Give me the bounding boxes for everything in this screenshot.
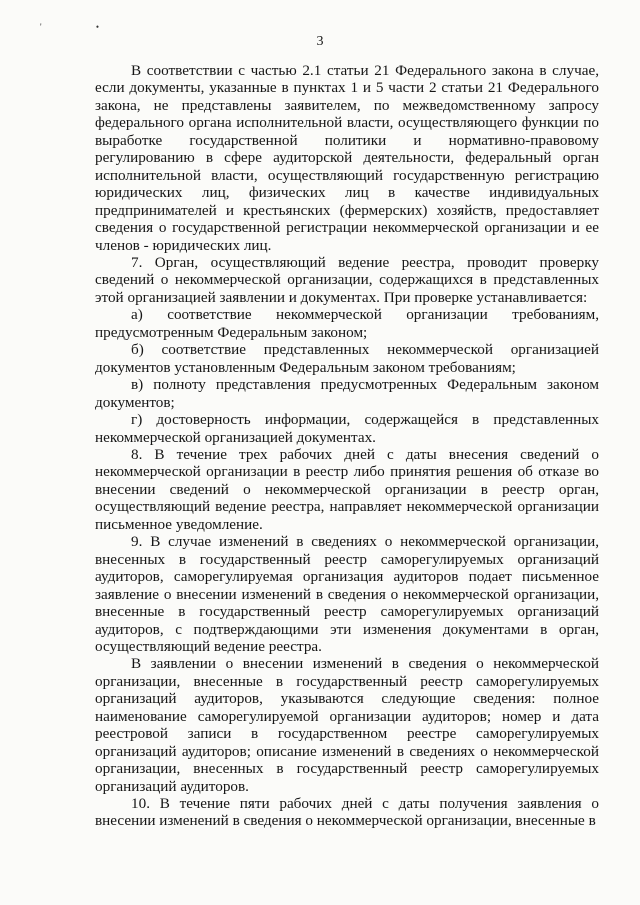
page-number: 3 [316,34,324,49]
paragraph-9: 9. В случае изменений в сведениях о некоммерческой организации, внесенных в государственный реестр саморегулируемых организаций аудиторов, саморегулируемая организация аудиторов подает письменное заявление о внесении изменений в сведения о некоммерческой организации, внесенные в государственный реестр саморегулируемых организаций аудиторов, с подтверждающими эти изменения документами в орган, осуществляющий ведение реестра. [95,533,599,655]
paragraph-7v: в) полноту представления предусмотренных Федеральным законом документов; [95,376,599,411]
paragraph-7b: б) соответствие представленных некоммерческой организацией документов установленным Федеральным законом требованиям; [95,341,599,376]
paragraph-10: 10. В течение пяти рабочих дней с даты получения заявления о внесении изменений в сведения о некоммерческой организации, внесенные в [95,795,599,830]
paragraph-registration-info: В соответствии с частью 2.1 статьи 21 Федерального закона в случае, если документы, указанные в пунктах 1 и 5 части 2 статьи 21 Федерального закона, не представлены заявителем, по межведомственному запросу федерального органа исполнительной власти, осуществляющего функции по выработке государственной политики и нормативно-правовому регулированию в сфере аудиторской деятельности, федеральный орган исполнительной власти, осуществляющий государственную регистрацию юридических лиц, физических лиц в качестве индивидуальных предпринимателей и крестьянских (фермерских) хозяйств, предоставляет сведения о государственной регистрации некоммерческой организации и ее членов - юридических лиц. [95,62,599,254]
scan-marks: ' • [40,22,126,32]
document-body [95,62,599,830]
paragraph-7g: г) достоверность информации, содержащейся в представленных некоммерческой организацией документах. [95,411,599,446]
paragraph-7: 7. Орган, осуществляющий ведение реестра, проводит проверку сведений о некоммерческой организации, содержащихся в представленных этой организацией заявлении и документах. При проверке устанавливается: [95,253,599,306]
paragraph-9-application-contents: В заявлении о внесении изменений в сведения о некоммерческой организации, внесенные в государственный реестр саморегулируемых организаций аудиторов, указываются следующие сведения: полное наименование саморегулируемой организации аудиторов; номер и дата реестровой записи в государственном реестре саморегулируемых организаций аудиторов; описание изменений в сведениях о некоммерческой организации, внесенных в государственный реестр саморегулируемых организаций аудиторов. [95,655,599,795]
paragraph-7a: а) соответствие некоммерческой организации требованиям, предусмотренным Федеральным законом; [95,306,599,341]
paragraph-8: 8. В течение трех рабочих дней с даты внесения сведений о некоммерческой организации в реестр либо принятия решения об отказе во внесении сведений о некоммерческой организации в реестр орган, осуществляющий ведение реестра, направляет некоммерческой организации письменное уведомление. [95,445,599,533]
